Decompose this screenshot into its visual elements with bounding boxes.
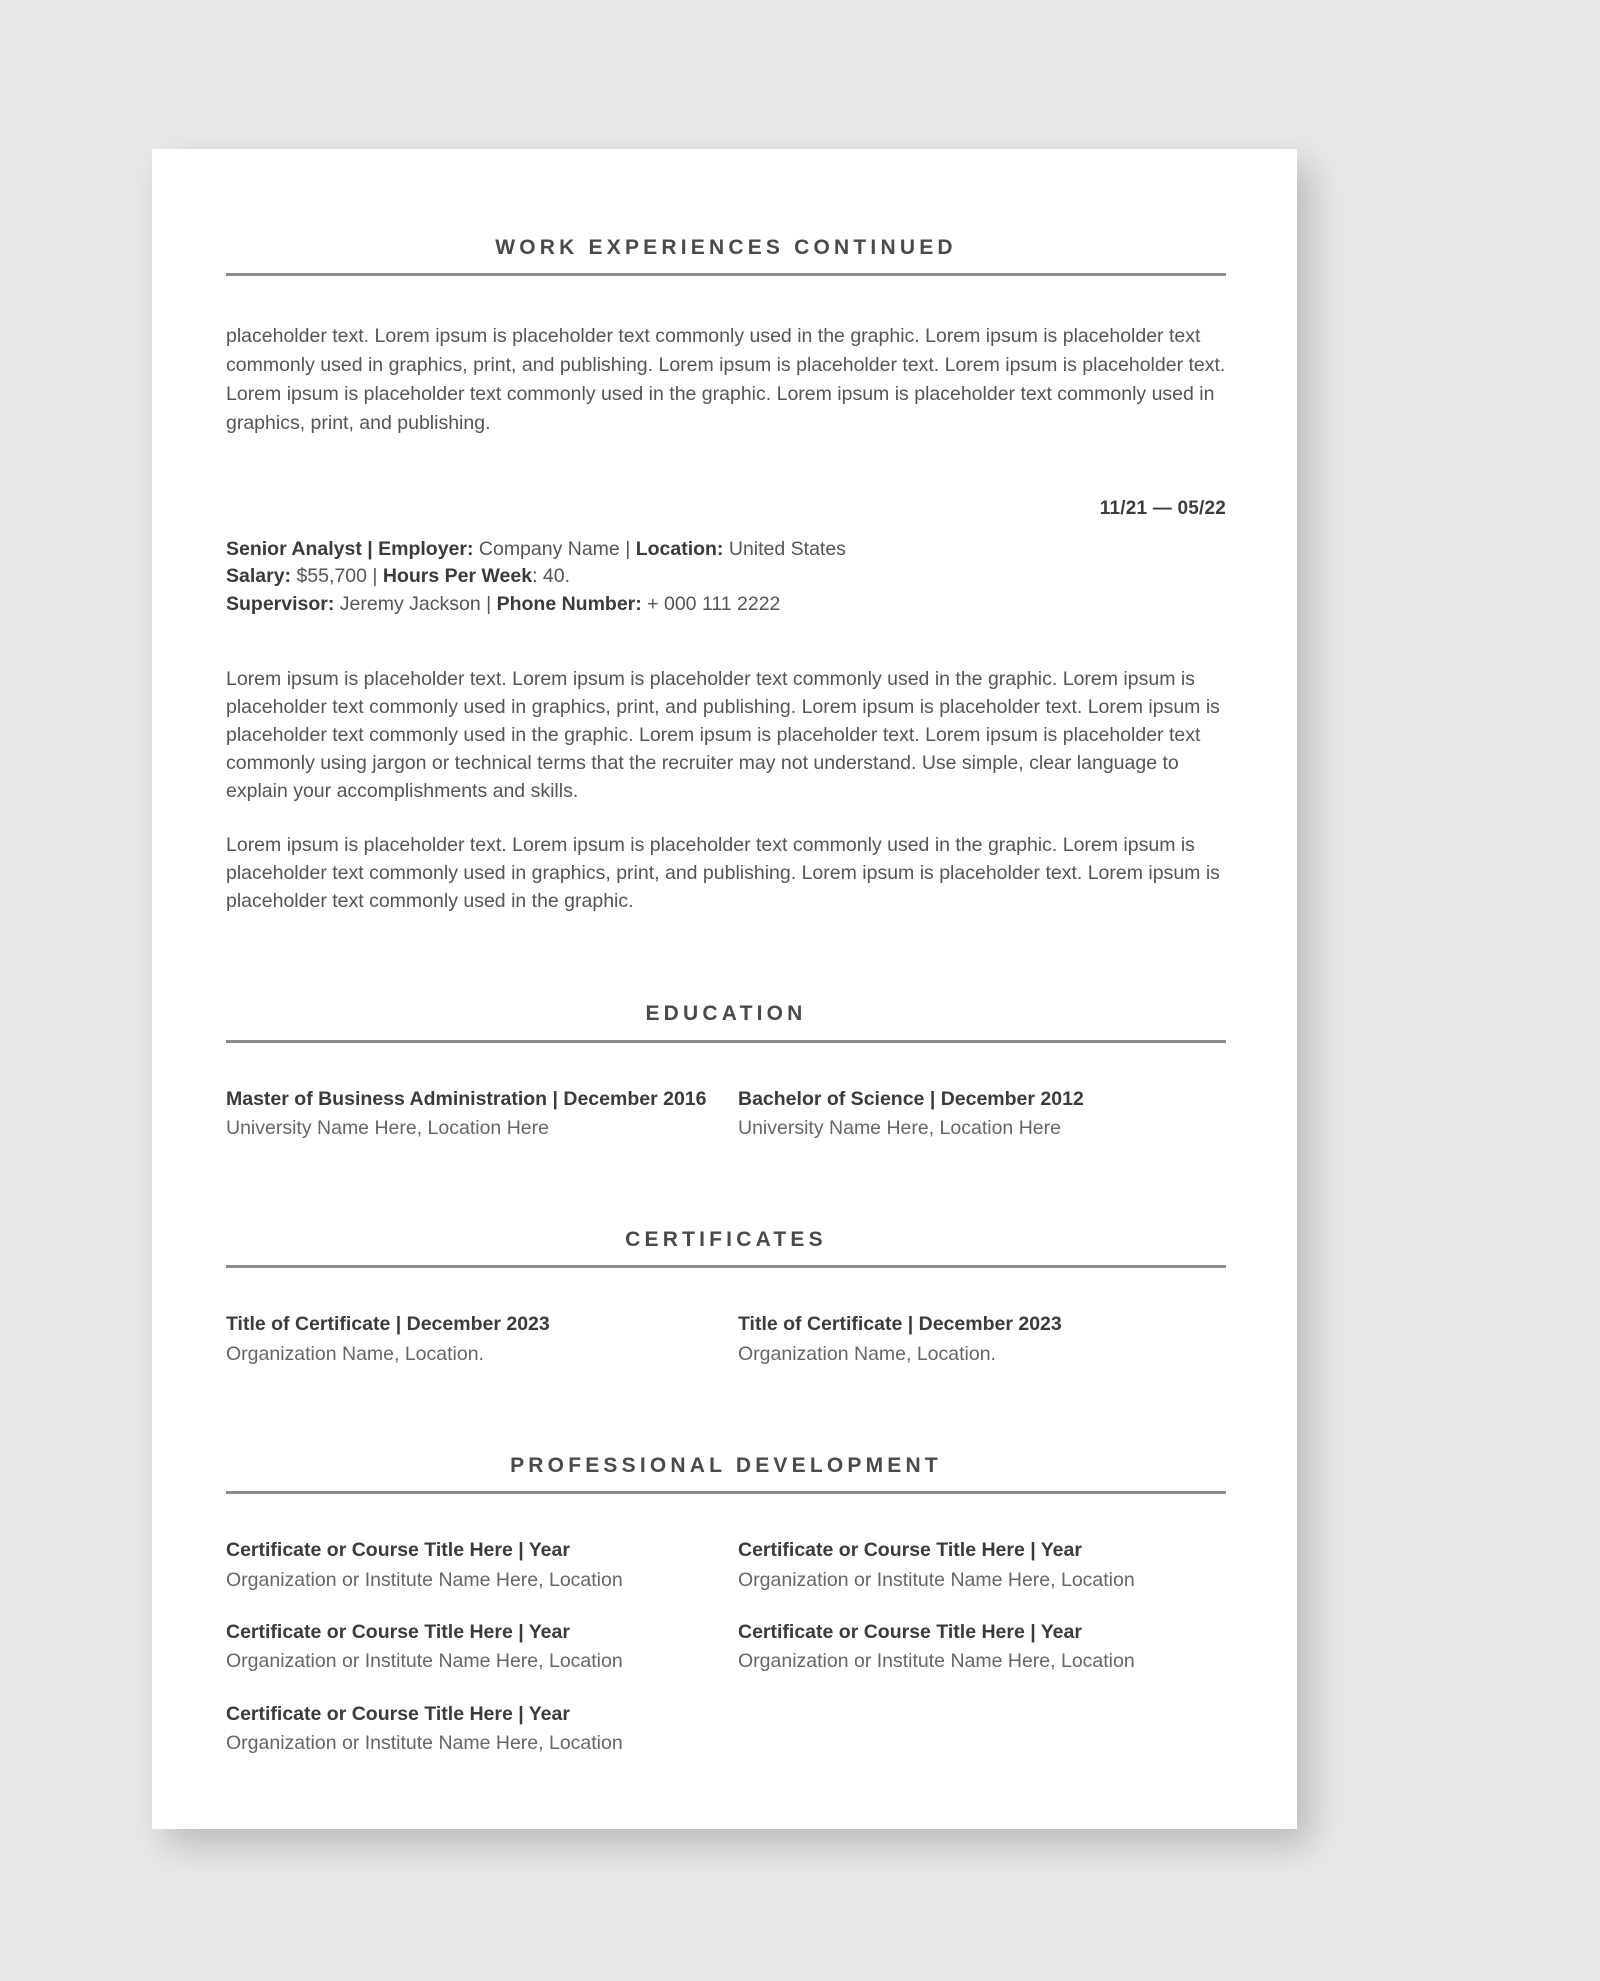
- section-certificates: [226, 1227, 1226, 1367]
- education-entry-subtitle: University Name Here, Location Here: [226, 1116, 549, 1139]
- prof-dev-entry-subtitle: Organization or Institute Name Here, Location: [226, 1568, 623, 1591]
- education-entry: [738, 1087, 1226, 1142]
- prof-dev-entry-title: Certificate or Course Title Here | Year: [738, 1620, 1082, 1643]
- prof-dev-entry: [738, 1620, 1226, 1675]
- employer-label: Employer:: [378, 537, 474, 560]
- prof-dev-entry-subtitle: Organization or Institute Name Here, Location: [738, 1568, 1135, 1591]
- salary-label: Salary:: [226, 565, 292, 588]
- gap-before-education: [226, 915, 1226, 1001]
- salary-value: $55,700 |: [291, 565, 383, 588]
- phone-value: + 000 111 2222: [641, 593, 781, 615]
- prof-dev-entry-subtitle: Organization or Institute Name Here, Location: [226, 1650, 623, 1673]
- job-paragraph-2: Lorem ipsum is placeholder text. Lorem ipsum is placeholder text commonly used in the graphic. Lorem ipsum is placeholder text commonly used in graphics, print, and publishing. Lorem ipsum is placeholder text. Lorem ipsum is placeholder text commonly used in the graphic.: [226, 834, 1220, 913]
- certificate-entry: [226, 1312, 726, 1367]
- job-meta-line-1: [226, 536, 1226, 564]
- prof-dev-entry: [226, 1620, 726, 1675]
- prof-dev-entry: [738, 1538, 1226, 1593]
- section-heading-work: WORK EXPERIENCES CONTINUED: [495, 236, 957, 259]
- education-entry-title: Bachelor of Science | December 2012: [738, 1087, 1084, 1110]
- education-columns: [226, 1087, 1226, 1142]
- job-meta-line-2: [226, 563, 1226, 591]
- prof-dev-column-right: [726, 1538, 1226, 1756]
- job-description-block: [226, 665, 1226, 916]
- section-heading-certificates: CERTIFICATES: [625, 1228, 827, 1252]
- education-column-right: [726, 1087, 1226, 1142]
- job-paragraph-1: Lorem ipsum is placeholder text. Lorem ipsum is placeholder text commonly used in the graphic. Lorem ipsum is placeholder text commonly used in graphics, print, and publishing. Lorem ipsum is placeholder text. Lorem ipsum is placeholder text commonly used in the graphic. Lorem ipsum is placeholder text. Lorem ipsum is placeholder text commonly using jargon or technical terms that the recruiter may not understand. Use simple, clear language to explain your accomplishments and skills.: [226, 667, 1220, 802]
- prof-dev-columns: [226, 1538, 1226, 1756]
- section-heading-education: EDUCATION: [645, 1002, 807, 1026]
- prof-dev-entry-title: Certificate or Course Title Here | Year: [226, 1702, 570, 1725]
- page-content: [226, 149, 1226, 1756]
- job-title-text: Senior Analyst |: [226, 537, 379, 560]
- prof-dev-entry-title: Certificate or Course Title Here | Year: [226, 1620, 570, 1643]
- work-intro-block: [226, 322, 1226, 437]
- prof-dev-entry-subtitle: Organization or Institute Name Here, Location: [226, 1731, 623, 1754]
- certificates-column-right: [726, 1312, 1226, 1367]
- hours-value: : 40.: [532, 565, 571, 588]
- hours-label: Hours Per Week: [382, 565, 533, 588]
- location-value: United States: [723, 537, 846, 560]
- certificates-spacer: [226, 1268, 1226, 1312]
- prof-dev-entry: [226, 1702, 726, 1757]
- education-spacer: [226, 1043, 1226, 1087]
- resume-page: [152, 149, 1297, 1829]
- work-intro-paragraph: placeholder text. Lorem ipsum is placeholder text commonly used in the graphic. Lorem ipsum is placeholder text commonly used in graphics, print, and publishing. Lorem ipsum is placeholder text. Lorem ipsum is placeholder text. Lorem ipsum is placeholder text commonly used in the graphic. Lorem ipsum is placeholder text commonly used in graphics, print, and publishing.: [226, 325, 1226, 434]
- employer-value: Company Name |: [473, 537, 636, 560]
- section-heading-professional-development: PROFESSIONAL DEVELOPMENT: [510, 1454, 942, 1477]
- education-entry-subtitle: University Name Here, Location Here: [738, 1116, 1061, 1139]
- supervisor-value: Jeremy Jackson |: [334, 593, 497, 615]
- work-gap: [226, 438, 1226, 498]
- prof-dev-spacer: [226, 1494, 1226, 1538]
- job-entry: [226, 498, 1226, 916]
- certificate-entry-title: Title of Certificate | December 2023: [738, 1313, 1062, 1336]
- prof-dev-entry-subtitle: Organization or Institute Name Here, Location: [738, 1650, 1135, 1673]
- section-professional-development: [226, 1453, 1226, 1756]
- education-column-left: [226, 1087, 726, 1142]
- gap-before-prof-dev: [226, 1367, 1226, 1453]
- certificate-entry-subtitle: Organization Name, Location.: [738, 1342, 996, 1365]
- section-work-experiences: [226, 235, 1226, 915]
- phone-label: Phone Number:: [496, 593, 642, 615]
- gap-before-certificates: [226, 1141, 1226, 1227]
- job-meta-line-3: [226, 591, 1226, 619]
- certificate-entry: [738, 1312, 1226, 1367]
- prof-dev-entry: [226, 1538, 726, 1593]
- job-meta-block: [226, 536, 1226, 619]
- certificate-entry-title: Title of Certificate | December 2023: [226, 1313, 550, 1336]
- certificate-entry-subtitle: Organization Name, Location.: [226, 1342, 484, 1365]
- certificates-columns: [226, 1312, 1226, 1367]
- education-entry: [226, 1087, 726, 1142]
- job-date-range: 11/21 — 05/22: [1099, 497, 1226, 519]
- section-divider-work: [226, 273, 1226, 276]
- top-spacer: [226, 149, 1226, 235]
- prof-dev-entry-title: Certificate or Course Title Here | Year: [226, 1539, 570, 1562]
- section-education: [226, 1001, 1226, 1141]
- prof-dev-entry-title: Certificate or Course Title Here | Year: [738, 1539, 1082, 1562]
- education-entry-title: Master of Business Administration | December 2016: [226, 1087, 707, 1110]
- prof-dev-column-left: [226, 1538, 726, 1756]
- location-label: Location:: [635, 537, 724, 560]
- supervisor-label: Supervisor:: [226, 593, 335, 615]
- certificates-column-left: [226, 1312, 726, 1367]
